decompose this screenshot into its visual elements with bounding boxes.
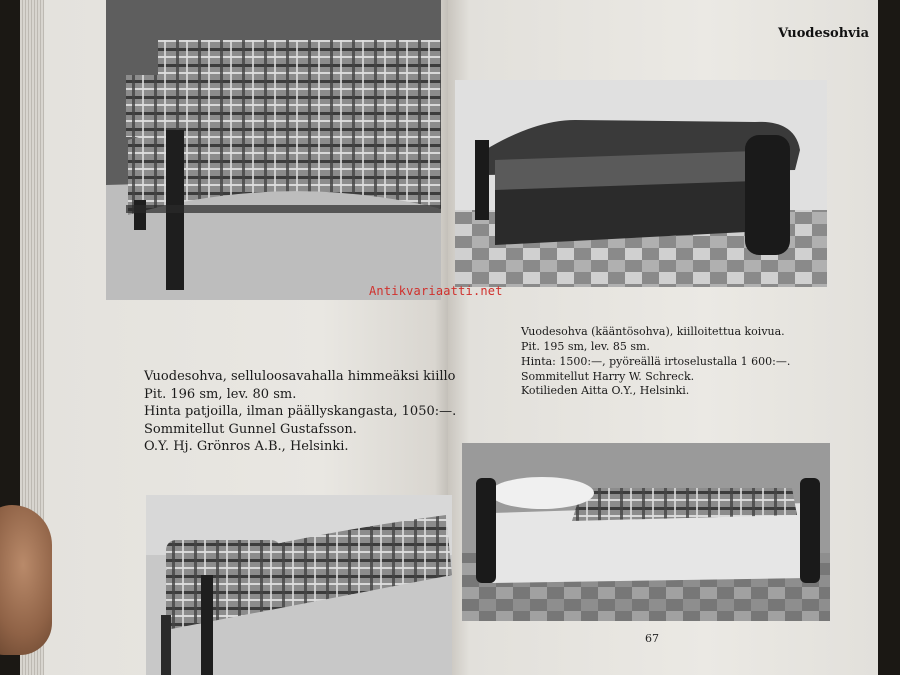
page-number: 67 [645, 632, 659, 645]
right-caption-line: Vuodesohva (kääntösohva), kiilloitettua koivua. [521, 325, 785, 338]
right-caption-line: Hinta: 1500:—, pyöreällä irtoselustalla 1 600:—. [521, 354, 791, 368]
right-caption-line: Sommitellut Harry W. Schreck. [521, 369, 695, 383]
photo-plaid-sofa [106, 0, 441, 300]
right-caption-line: Pit. 195 sm, lev. 85 sm. [521, 339, 650, 353]
photo-daybed-plaid-pillow [146, 495, 452, 675]
right-caption [521, 325, 790, 399]
left-caption [144, 368, 456, 456]
left-caption-line: Pit. 196 sm, lev. 80 sm. [144, 386, 297, 402]
plaid-sofa-illustration [106, 0, 441, 300]
left-caption-line: Hinta patjoilla, ilman päällyskangasta, 1050:—. [144, 404, 457, 420]
left-caption-line: Vuodesohva, selluloosavahalla himmeäksi kiillo [144, 369, 456, 384]
watermark: Antikvariaatti.net [369, 284, 503, 298]
daybed-birch-illustration [455, 80, 827, 287]
photo-daybed-white-cover [462, 443, 830, 621]
left-caption-line: Sommitellut Gunnel Gustafsson. [144, 421, 357, 437]
right-caption-line: Kotilieden Aitta O.Y., Helsinki. [521, 384, 690, 398]
page-header: Vuodesohvia [778, 26, 870, 41]
left-caption-line: O.Y. Hj. Grönros A.B., Helsinki. [144, 439, 349, 455]
photo-daybed-birch [455, 80, 827, 287]
daybed-white-cover-illustration [462, 443, 830, 621]
thumb [0, 505, 52, 655]
daybed-plaid-pillow-illustration [146, 495, 452, 675]
